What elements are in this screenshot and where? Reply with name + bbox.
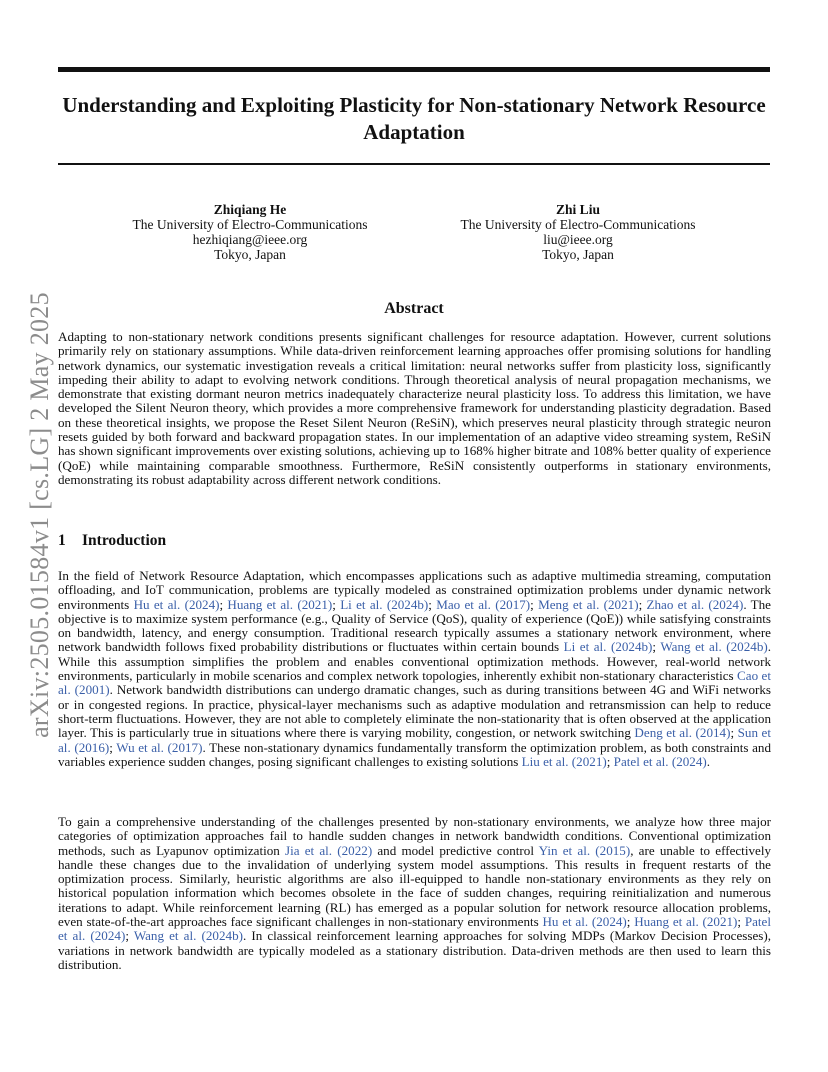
body-text: . Network bandwidth distributions can undergo dramatic changes, such as during transitions between 4G and WiFi networks or in congested regions. In practice, physical-layer mechanisms such as adaptive modulation and retransmission can help to reduce short-term fluctuations. However, they are not able to completely eliminate the non-stationarity that is often observed at the application layer. This is particularly true in situations where there is varying mobility, congestion, or network switching xyxy=(58,682,771,741)
citation-link[interactable]: Zhao et al. (2024) xyxy=(646,596,744,612)
citation-link[interactable]: Deng et al. (2014) xyxy=(634,725,731,741)
author-location: Tokyo, Japan xyxy=(214,247,286,262)
citation-link[interactable]: Wu et al. (2017) xyxy=(116,739,203,755)
section-title: Introduction xyxy=(82,532,167,549)
body-text: . While this assumption simplifies the problem and enables conventional optimization methods. However, real-world network environments, particularly in mobile scenarios and complex network topologies, inherently exhibit non-stationary characteristics xyxy=(58,639,772,684)
intro-paragraph-2: To gain a comprehensive understanding of the challenges presented by non-stationary environments, we analyze how three major categories of optimization approaches fail to handle sudden changes in network bandwidth conditions. Conventional optimization methods, such as Lyapunov optimization Jia et al. (2022) and model predictive control Yin et al. (2015), are unable to effectively handle these changes due to the invalidation of underlying system model assumptions. This results in frequent restarts of the optimization process. Similarly, heuristic algorithms are also ill-equipped to handle non-stationary environments as they rely on historical population information which becomes obsolete in the face of sudden changes, requiring reinitialization and numerous iterations to adapt. While reinforcement learning (RL) has emerged as a popular solution for network resource allocation problems, even state-of-the-art approaches face significant challenges in non-stationary environments Hu et al. (2024); Huang et al. (2021); Patel et al. (2024); Wang et al. (2024b). In classical reinforcement learning approaches for solving MDPs (Markov Decision Processes), variations in network bandwidth are typically modeled as a stationary distribution. Data-driven methods are then used to learn this distribution. xyxy=(58,814,772,972)
citation-link[interactable]: Mao et al. (2017) xyxy=(436,596,531,612)
citation-link[interactable]: Li et al. (2024b) xyxy=(340,596,429,612)
citation-link[interactable]: Patel et al. (2024) xyxy=(613,753,707,769)
title-bottom-rule xyxy=(58,163,770,165)
citation-link[interactable]: Cao et al. (2001) xyxy=(58,668,771,698)
citation-link[interactable]: Sun et al. (2016) xyxy=(58,725,771,755)
citation-link[interactable]: Liu et al. (2021) xyxy=(521,753,607,769)
author-block xyxy=(428,202,728,262)
citation-link[interactable]: Hu et al. (2024) xyxy=(542,914,627,930)
abstract-heading: Abstract xyxy=(384,300,444,317)
author-email[interactable]: liu@ieee.org xyxy=(543,232,613,247)
arxiv-identifier-stamp: arXiv:2505.01584v1 [cs.LG] 2 May 2025 xyxy=(25,292,54,738)
top-rule xyxy=(58,67,770,72)
author-block xyxy=(100,202,400,262)
citation-link[interactable]: Jia et al. (2022) xyxy=(285,842,373,858)
body-text: and model predictive control xyxy=(372,842,539,858)
body-text: In the field of Network Resource Adaptation, which encompasses applications such as adaptive multimedia streaming, computation offloading, and IoT communication, problems are typically modeled as constrained optimization problems under dynamic network environments xyxy=(58,568,771,612)
body-text: . These non-stationary dynamics fundamentally transform the optimization problem, as both constraints and variables experience sudden changes, posing significant challenges to existing solutions xyxy=(58,739,771,769)
body-text: , are unable to effectively handle these changes due to the invalidation of underlying system model assumptions. This results in frequent restarts of the optimization process. Similarly, heuristic algorithms are also ill-equipped to handle non-stationary environments as they rely on historical population information which becomes obsolete in the face of sudden changes, requiring reinitialization and numerous iterations to adapt. While reinforcement learning (RL) has emerged as a popular solution for network resource allocation problems, even state-of-the-art approaches face significant challenges in non-stationary environments xyxy=(58,842,772,930)
citation-link[interactable]: Huang et al. (2021) xyxy=(634,914,738,930)
citation-link[interactable]: Patel et al. (2024) xyxy=(58,914,771,944)
author-location: Tokyo, Japan xyxy=(542,247,614,262)
body-text: . The objective is to maximize system performance (e.g., Quality of Service (QoS), quality of experience (QoE)) while satisfying constraints on bandwidth, latency, and energy consumption. Traditional research typically assumes a stationary network environment, where network bandwidth follows fixed probability distributions or fluctuates within certain bounds xyxy=(58,596,771,655)
citation-link[interactable]: Huang et al. (2021) xyxy=(227,596,333,612)
author-name: Zhi Liu xyxy=(556,202,600,217)
citation-link[interactable]: Hu et al. (2024) xyxy=(133,596,220,612)
author-affiliation: The University of Electro-Communications xyxy=(132,217,368,232)
abstract-text: Adapting to non-stationary network conditions presents significant challenges for resource adaptation. However, current solutions primarily rely on stationary assumptions. While data-driven reinforcement learning approaches offer promising solutions for handling network dynamics, our systematic investigation reveals a critical limitation: neural networks suffer from plasticity loss, significantly impeding their ability to adapt to evolving network conditions. Through theoretical analysis of neural propagation mechanisms, we demonstrate that existing dormant neuron metrics inadequately characterize neural plasticity loss. To address this limitation, we have developed the Silent Neuron theory, which provides a more comprehensive framework for understanding plasticity degradation. Based on these theoretical insights, we propose the Reset Silent Neuron (ReSiN), which preserves neural plasticity through strategic neuron resets guided by both forward and backward propagation states. In our implementation of an adaptive video streaming system, ReSiN has shown significant improvements over existing solutions, achieving up to 168% higher bitrate and 108% better quality of experience (QoE) while maintaining comparable smoothness. Furthermore, ReSiN consistently outperforms in stationary environments, demonstrating its robust adaptability across different network conditions. xyxy=(58,329,771,487)
citation-link[interactable]: Li et al. (2024b) xyxy=(563,639,653,655)
section-heading xyxy=(58,532,166,550)
intro-paragraph-1: In the field of Network Resource Adaptation, which encompasses applications such as adaptive multimedia streaming, computation offloading, and IoT communication, problems are typically modeled as constrained optimization problems under dynamic network environments Hu et al. (2024); Huang et al. (2021); Li et al. (2024b); Mao et al. (2017); Meng et al. (2021); Zhao et al. (2024). The objective is to maximize system performance (e.g., Quality of Service (QoS), quality of experience (QoE)) while satisfying constraints on bandwidth, latency, and energy consumption. Traditional research typically assumes a stationary network environment, where network bandwidth follows fixed probability distributions or fluctuates within certain bounds Li et al. (2024b); Wang et al. (2024b). While this assumption simplifies the problem and enables conventional optimization methods. However, real-world network environments, particularly in mobile scenarios and complex network topologies, inherently exhibit non-stationary characteristics Cao et al. (2001). Network bandwidth distributions can undergo dramatic changes, such as during transitions between 4G and WiFi networks or in congested regions. In practice, physical-layer mechanisms such as adaptive modulation and retransmission can help to reduce short-term fluctuations. However, they are not able to completely eliminate the non-stationarity that is often observed at the application layer. This is particularly true in situations where there is varying mobility, congestion, or network switching Deng et al. (2014); Sun et al. (2016); Wu et al. (2017). These non-stationary dynamics fundamentally transform the optimization problem, as both constraints and variables experience sudden changes, posing significant challenges to existing solutions Liu et al. (2021); Patel et al. (2024). xyxy=(58,568,772,769)
section-number: 1 xyxy=(58,532,66,549)
author-affiliation: The University of Electro-Communications xyxy=(460,217,696,232)
author-name: Zhiqiang He xyxy=(213,202,287,217)
author-email[interactable]: hezhiqiang@ieee.org xyxy=(192,232,308,247)
body-text: . xyxy=(706,753,711,769)
paper-title: Understanding and Exploiting Plasticity for Non-stationary Network Resource Adaptation xyxy=(62,93,766,144)
body-text: . In classical reinforcement learning approaches for solving MDPs (Markov Decision Processes), variations in network bandwidth are typically modeled as a stationary distribution. Data-driven methods are then used to learn this distribution. xyxy=(58,928,772,972)
body-text: To gain a comprehensive understanding of the challenges presented by non-stationary environments, we analyze how three major categories of optimization approaches fail to handle sudden changes in network bandwidth conditions. Conventional optimization methods, such as Lyapunov optimization xyxy=(58,814,771,858)
citation-link[interactable]: Meng et al. (2021) xyxy=(538,596,639,612)
citation-link[interactable]: Wang et al. (2024b) xyxy=(660,639,768,655)
citation-link[interactable]: Wang et al. (2024b) xyxy=(133,928,243,944)
citation-link[interactable]: Yin et al. (2015) xyxy=(538,842,631,858)
